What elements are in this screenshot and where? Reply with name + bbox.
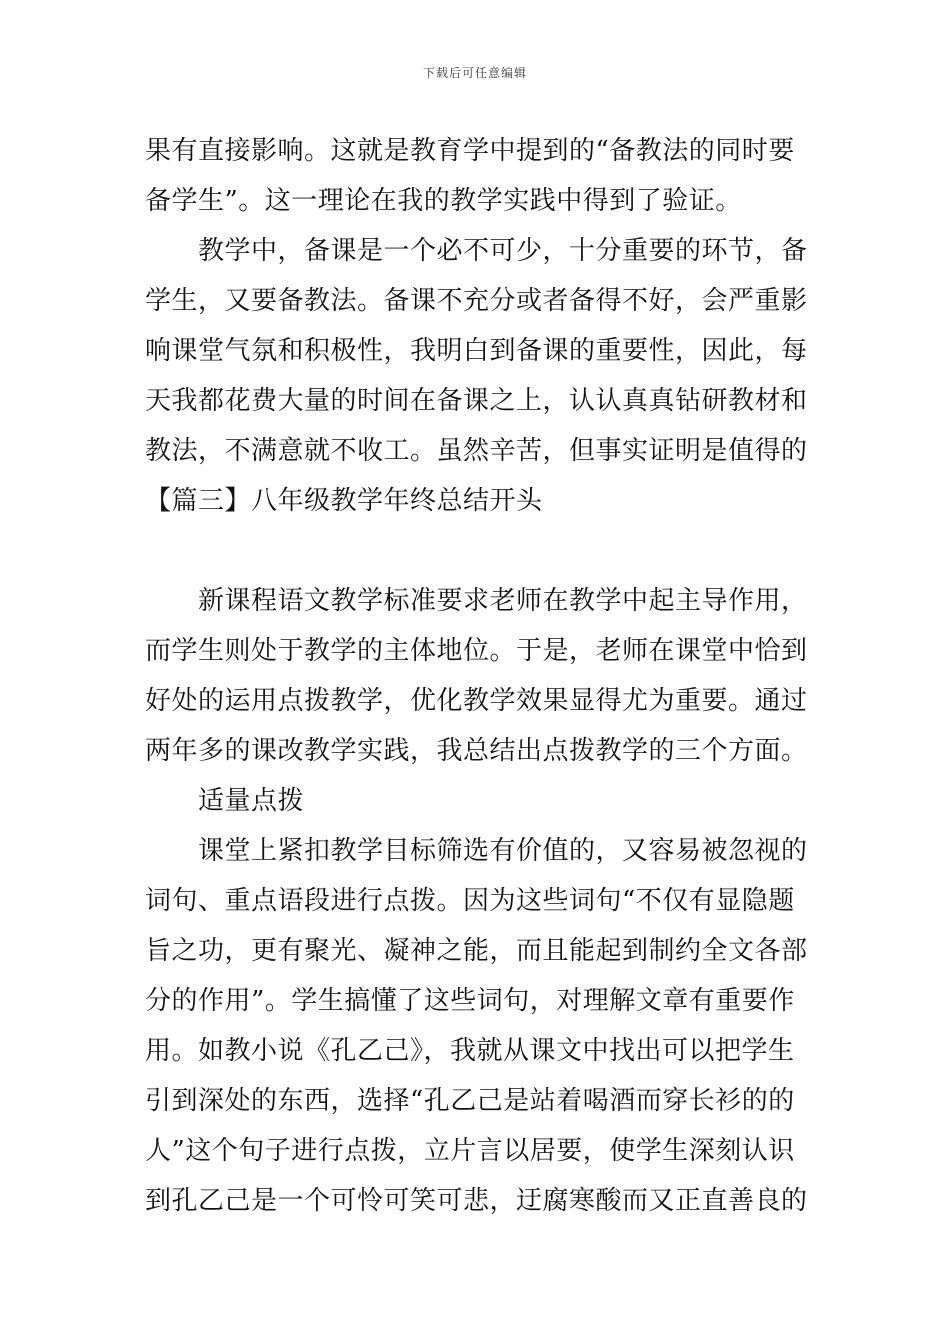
page-header: 下载后可任意编辑: [422, 66, 527, 80]
text-line: 引到深处的东西，选择“孔乙己是站着喝酒而穿长衫的的: [145, 1086, 795, 1116]
text-line: 旨之功，更有聚光、凝神之能，而且能起到制约全文各部: [145, 936, 808, 966]
text-line: 备学生”。这一理论在我的教学实践中得到了验证。: [145, 186, 742, 216]
section-heading: 【篇三】八年级教学年终总结开头: [145, 486, 543, 516]
text-line: 词句、重点语段进行点拨。因为这些词句“不仅有显隐题: [145, 886, 795, 916]
text-line: 而学生则处于教学的主体地位。于是，老师在课堂中恰到: [145, 636, 808, 666]
blank-line: [145, 526, 807, 576]
text-line: 人”这个句子进行点拨，立片言以居要，使学生深刻认识: [145, 1136, 795, 1166]
subheading: 适量点拨: [145, 786, 305, 816]
text-line: 好处的运用点拨教学，优化教学效果显得尤为重要。通过: [145, 686, 808, 716]
text-line: 到孔乙己是一个可怜可笑可悲，迂腐寒酸而又正直善良的: [145, 1186, 808, 1216]
text-line: 两年多的课改教学实践，我总结出点拨教学的三个方面。: [145, 736, 808, 766]
text-line: 教学中，备课是一个必不可少，十分重要的环节，备: [145, 236, 808, 266]
text-line: 天我都花费大量的时间在备课之上，认认真真钻研教材和: [145, 386, 808, 416]
text-line: 分的作用”。学生搞懂了这些词句，对理解文章有重要作: [145, 986, 795, 1016]
text-line: 响课堂气氛和积极性，我明白到备课的重要性，因此，每: [145, 336, 808, 366]
text-line: 学生，又要备教法。备课不充分或者备得不好，会严重影: [145, 286, 808, 316]
text-line: 新课程语文教学标准要求老师在教学中起主导作用，: [145, 586, 808, 616]
text-line: 用。如教小说《孔乙己》，我就从课文中找出可以把学生: [145, 1036, 795, 1066]
text-line: 果有直接影响。这就是教育学中提到的“备教法的同时要: [145, 136, 795, 166]
document-body: [145, 126, 807, 1226]
text-line: 课堂上紧扣教学目标筛选有价值的，又容易被忽视的: [145, 836, 808, 866]
text-line: 教法，不满意就不收工。虽然辛苦，但事实证明是值得的: [145, 436, 808, 466]
